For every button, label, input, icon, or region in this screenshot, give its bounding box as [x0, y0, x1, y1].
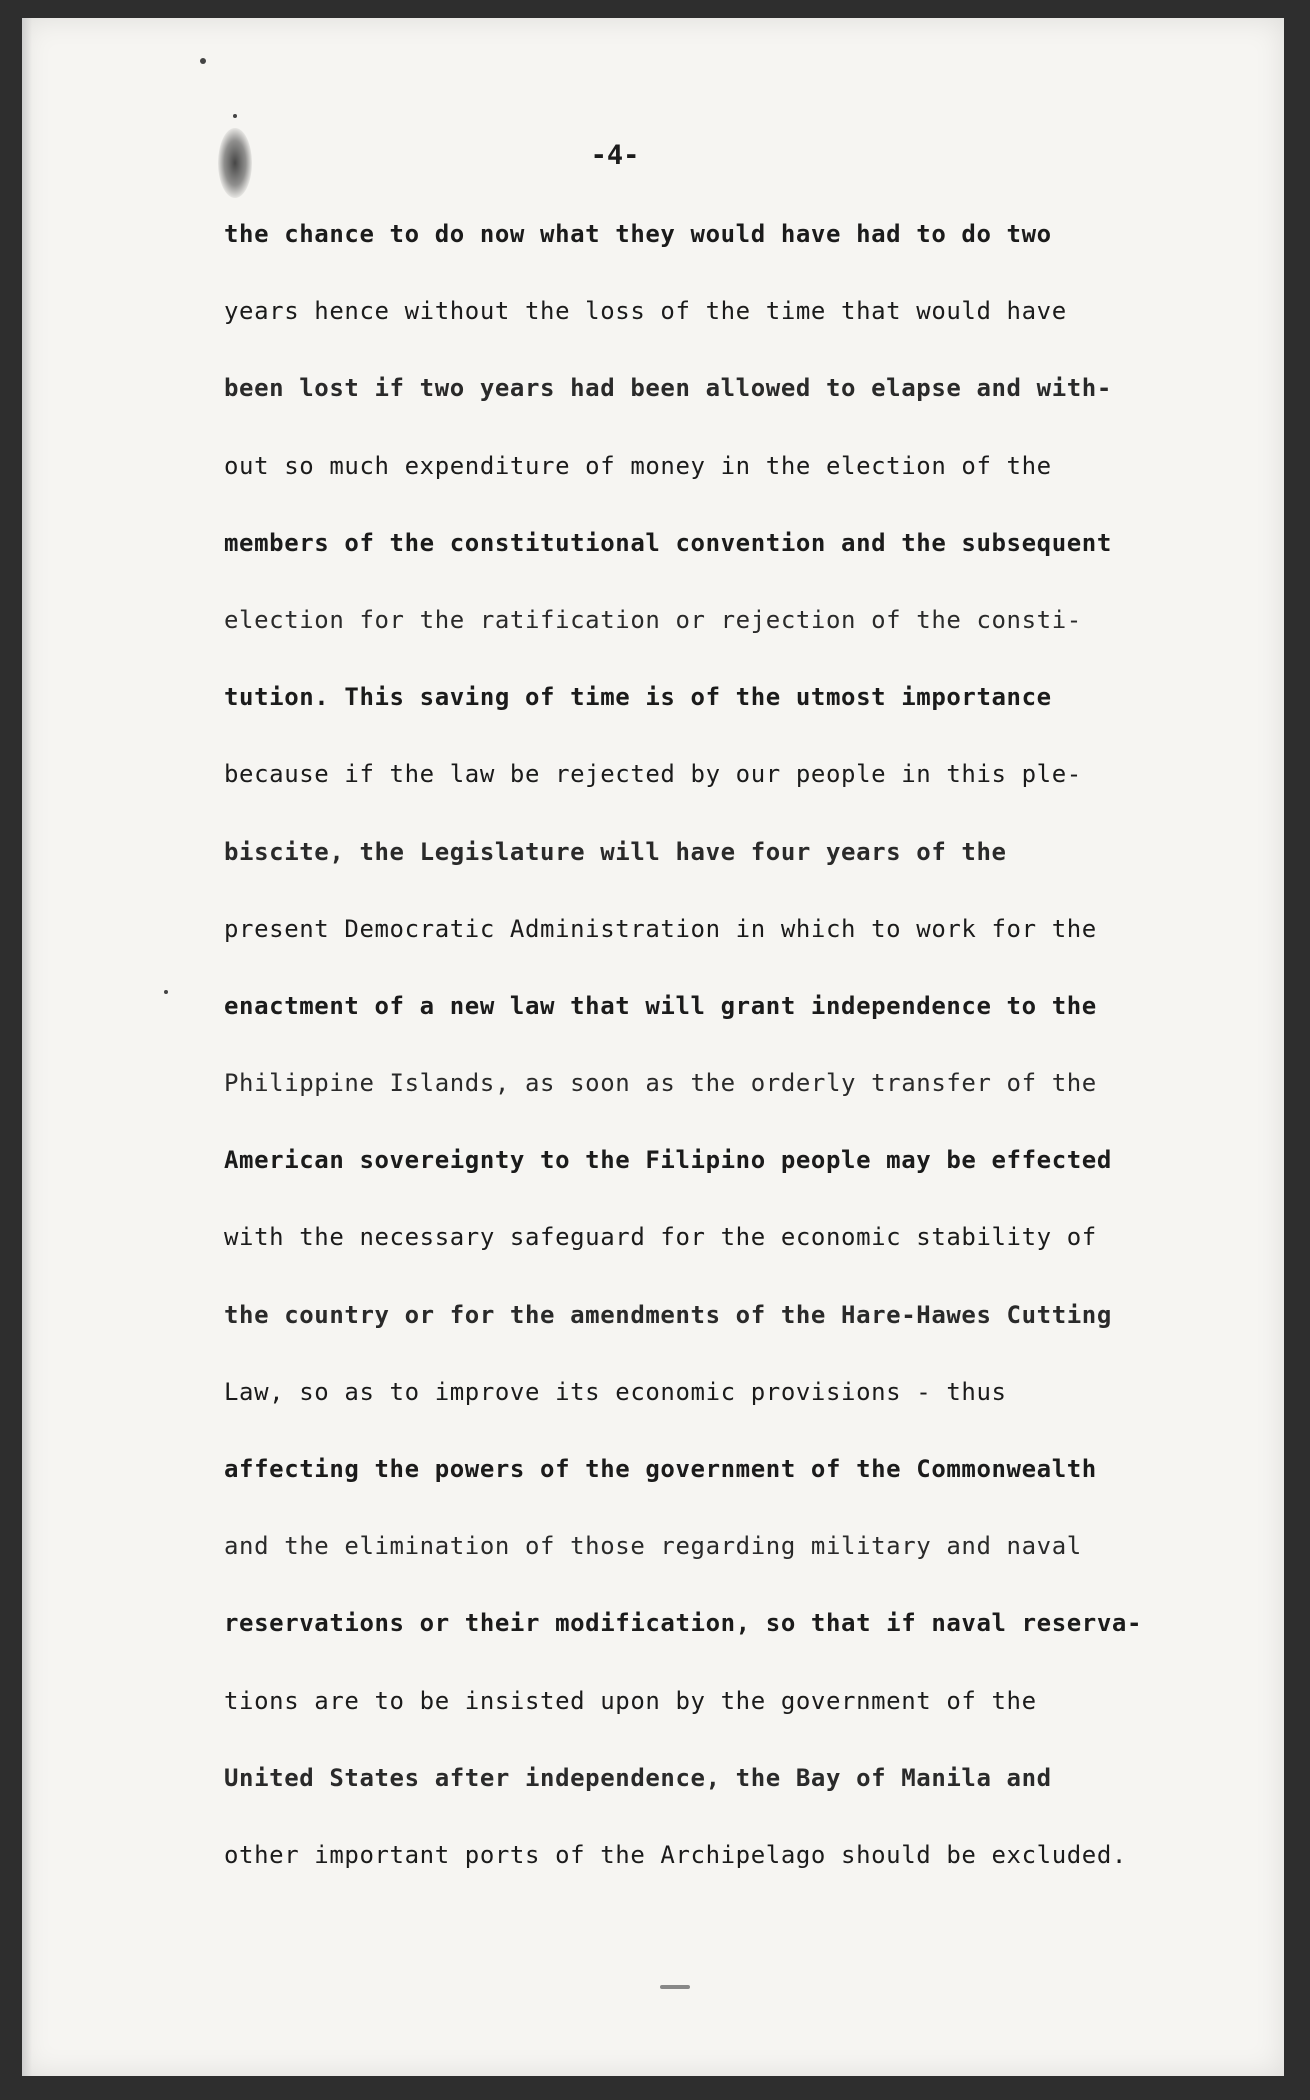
text-line: and the elimination of those regarding military and naval: [224, 1532, 1082, 1561]
page-number: -4-: [590, 140, 640, 171]
text-line: been lost if two years had been allowed to elapse and with-: [224, 374, 1112, 403]
text-line: tions are to be insisted upon by the government of the: [224, 1686, 1037, 1715]
text-line: Philippine Islands, as soon as the orderly transfer of the: [224, 1069, 1097, 1098]
text-line: United States after independence, the Bay of Manila and: [224, 1763, 1052, 1792]
ink-smudge: [218, 128, 252, 198]
text-line: affecting the powers of the government of the Commonwealth: [224, 1455, 1097, 1483]
text-line: other important ports of the Archipelago should be excluded.: [224, 1840, 1127, 1869]
text-line: the chance to do now what they would have had to do two: [224, 220, 1052, 248]
text-line: Law, so as to improve its economic provisions - thus: [224, 1377, 1007, 1406]
text-line: because if the law be rejected by our people in this ple-: [224, 760, 1082, 789]
text-line: years hence without the loss of the time that would have: [224, 297, 1067, 326]
text-line: with the necessary safeguard for the economic stability of: [224, 1223, 1097, 1252]
text-line: members of the constitutional convention and the subsequent: [224, 528, 1112, 557]
page-edge-shadow: [22, 18, 32, 2076]
body-text: [224, 210, 1224, 1908]
ink-speck: [200, 58, 206, 64]
text-line: enactment of a new law that will grant independence to the: [224, 991, 1097, 1020]
text-line: election for the ratification or rejection of the consti-: [224, 605, 1082, 634]
text-line: tution. This saving of time is of the utmost importance: [224, 683, 1052, 712]
ink-speck: [233, 114, 237, 118]
ink-speck: [164, 990, 168, 994]
text-line: out so much expenditure of money in the election of the: [224, 451, 1052, 480]
text-line: the country or for the amendments of the Hare-Hawes Cutting: [224, 1300, 1112, 1329]
text-line: present Democratic Administration in which to work for the: [224, 914, 1097, 943]
scan-artifact: [660, 1985, 690, 1989]
text-line: American sovereignty to the Filipino people may be effected: [224, 1146, 1112, 1175]
text-line: biscite, the Legislature will have four years of the: [224, 837, 1007, 866]
text-line: reservations or their modification, so that if naval reserva-: [224, 1609, 1143, 1638]
